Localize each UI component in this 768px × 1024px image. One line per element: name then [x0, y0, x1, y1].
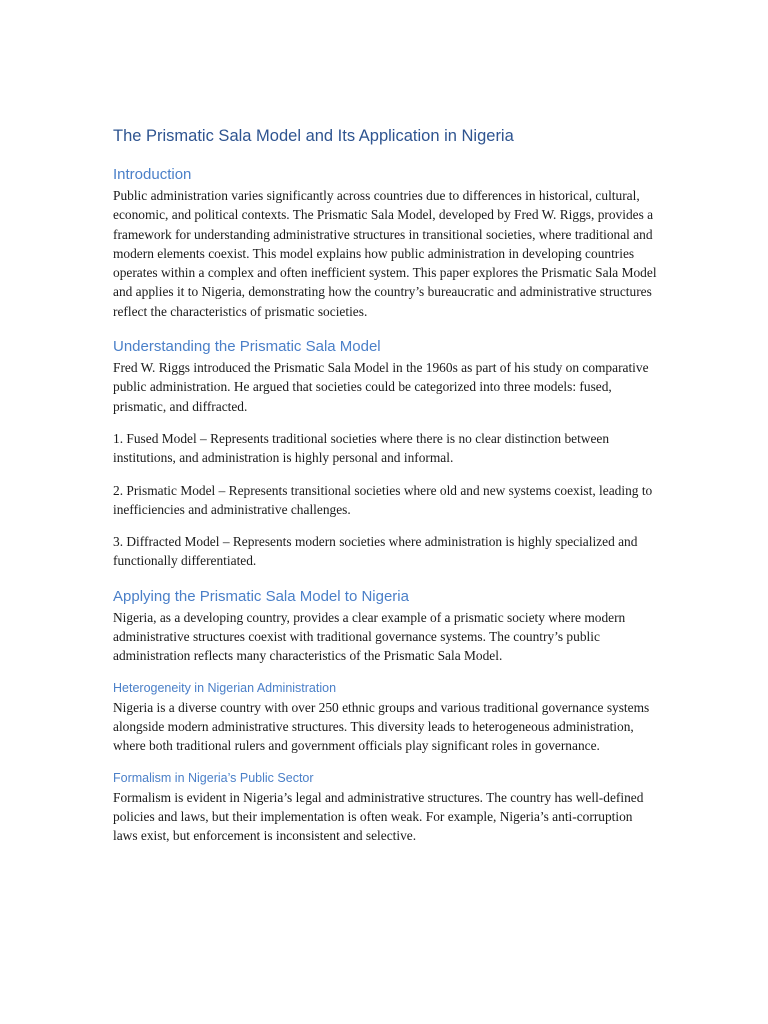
understanding-paragraph: Fred W. Riggs introduced the Prismatic Sala Model in the 1960s as part of his study on comparative public administration. He argued that societies could be categorized into three models: fused, prismatic, and diffracted.: [113, 360, 649, 414]
applying-heading: Applying the Prismatic Sala Model to Nigeria: [113, 587, 409, 605]
introduction-heading: Introduction: [113, 166, 192, 183]
model-item-fused: 1. Fused Model – Represents traditional societies where there is no clear distinction between institutions, and administration is highly personal and informal.: [113, 430, 610, 466]
formalism-heading: Formalism in Nigeria’s Public Sector: [113, 770, 314, 785]
understanding-heading: Understanding the Prismatic Sala Model: [113, 338, 381, 356]
heterogeneity-paragraph: Nigeria is a diverse country with over 250 ethnic groups and various traditional governance systems alongside modern administrative structures. This diversity leads to heterogeneous administration, where both traditional rulers and government officials play significant roles in governance.: [113, 699, 650, 754]
document-title: The Prismatic Sala Model and Its Application in Nigeria: [113, 127, 514, 145]
model-item-diffracted: 3. Diffracted Model – Represents modern societies where administration is highly specialized and functionally differentiated.: [113, 534, 638, 569]
document-page: [113, 124, 658, 845]
introduction-paragraph: Public administration varies significantly across countries due to differences in historical, cultural, economic, and political contexts. The Prismatic Sala Model, developed by Fred W. Riggs, provides a framework for understanding administrative structures in transitional societies, where traditional and modern elements coexist. This model explains how public administration in developing countries operates within a complex and often inefficient system. This paper explores the Prismatic Sala Model and applies it to Nigeria, demonstrating how the country’s bureaucratic and administrative structures reflect the characteristics of prismatic societies.: [113, 188, 657, 319]
heterogeneity-heading: Heterogeneity in Nigerian Administration: [113, 680, 337, 695]
applying-paragraph: Nigeria, as a developing country, provides a clear example of a prismatic society where modern administrative structures coexist with traditional governance systems. The country’s public administration reflects many characteristics of the Prismatic Sala Model.: [113, 609, 626, 664]
model-item-prismatic: 2. Prismatic Model – Represents transitional societies where old and new systems coexist, leading to inefficiencies and administrative challenges.: [113, 482, 653, 517]
formalism-paragraph: Formalism is evident in Nigeria’s legal and administrative structures. The country has well-defined policies and laws, but their implementation is often weak. For example, Nigeria’s anti-corruption laws exist, but enforcement is inconsistent and selective.: [113, 789, 644, 844]
